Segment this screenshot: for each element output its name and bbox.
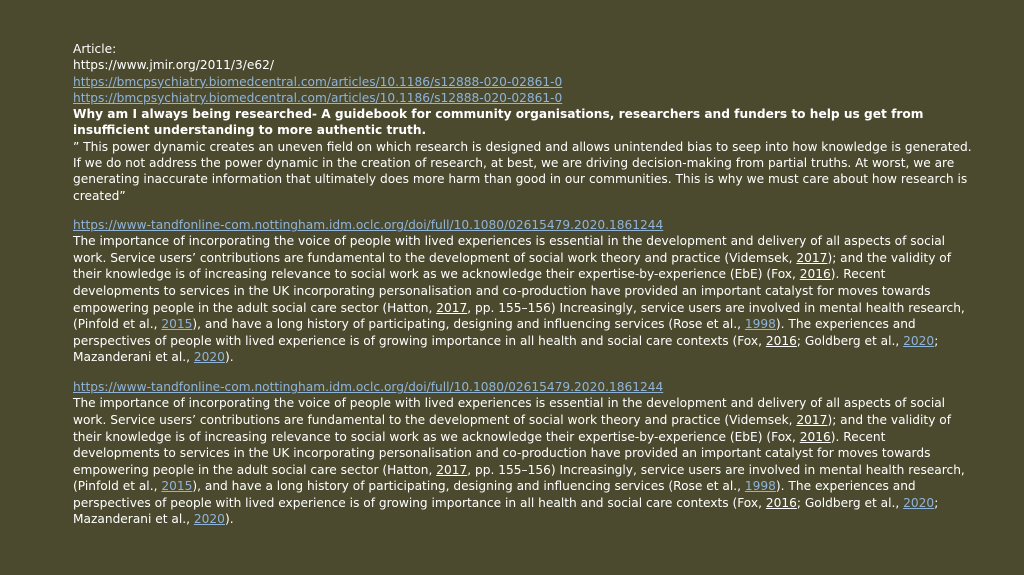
paragraph-text: The importance of incorporating the voice of people with lived experiences is essential in the development and delivery of all aspects of social work. Service users’ contributions are fundamental to the development of social work theory and practice (Videmsek, xyxy=(73,234,946,265)
paragraph-text: ); and the validity of their knowledge is of increasing relevance to social work as we acknowledge their expertise-by-experience (EbE) (Fox, xyxy=(73,250,952,282)
spacer xyxy=(73,204,976,217)
jmir-url: https://www.jmir.org/2011/3/e62/ xyxy=(73,58,274,73)
paragraph-text: , pp. 155–156) Increasingly, service users are involved in mental health research, (Pinfold et al., xyxy=(73,300,965,332)
lived-experience-paragraph-2 xyxy=(73,395,976,528)
paragraph-text: ), and have a long history of participating, designing and influencing services (Rose et al., xyxy=(192,317,745,332)
citation-year-hatton[interactable]: 2017 xyxy=(436,300,468,315)
paragraph-text: ; Mazanderani et al., xyxy=(73,333,939,365)
tandf-link-2[interactable]: https://www-tandfonline-com.nottingham.idm.oclc.org/doi/full/10.1080/02615479.2020.1861244 xyxy=(73,380,664,395)
citation-year-fox[interactable]: 2016 xyxy=(799,429,831,444)
paragraph-text: ). Recent developments to services in the UK incorporating personalisation and co-production have provided an important catalyst for moves towards empowering people in the adult social care sector (Hatton, xyxy=(73,429,931,477)
citation-year-mazanderani[interactable]: 2020 xyxy=(193,350,225,365)
citation-year-pinfold[interactable]: 2015 xyxy=(161,479,193,494)
paragraph-text: ). Recent developments to services in the UK incorporating personalisation and co-production have provided an important catalyst for moves towards empowering people in the adult social care sector (Hatton, xyxy=(73,267,931,315)
paragraph-text: , pp. 155–156) Increasingly, service users are involved in mental health research, (Pinfold et al., xyxy=(73,462,965,494)
citation-year-videmsek[interactable]: 2017 xyxy=(796,250,828,265)
citation-year-fox[interactable]: 2016 xyxy=(799,267,831,282)
bmc-link-1[interactable]: https://bmcpsychiatry.biomedcentral.com/articles/10.1186/s12888-020-02861-0 xyxy=(73,74,563,89)
paragraph-text: ), and have a long history of participating, designing and influencing services (Rose et al., xyxy=(192,479,745,494)
citation-year-hatton[interactable]: 2017 xyxy=(436,462,468,477)
paragraph-text: ; Goldberg et al., xyxy=(796,495,904,510)
citation-year-goldberg[interactable]: 2020 xyxy=(903,495,935,510)
lived-experience-paragraph-1 xyxy=(73,233,976,366)
citation-year-mazanderani[interactable]: 2020 xyxy=(193,512,225,527)
guidebook-title: Why am I always being researched- A guidebook for community organisations, researchers and funders to help us get from insufficient understanding to more authentic truth. xyxy=(73,107,928,138)
citation-year-pinfold[interactable]: 2015 xyxy=(161,317,193,332)
citation-year-goldberg[interactable]: 2020 xyxy=(903,333,935,348)
guidebook-quote: ” This power dynamic creates an uneven field on which research is designed and allows unintended bias to seep into how knowledge is generated. If we do not address the power dynamic in the creation of research, at best, we are driving decision-making from partial truths. At worst, we are generating inaccurate information that ultimately does more harm than good in our communities. This is why we must care about how research is created” xyxy=(73,139,976,203)
paragraph-text: ); and the validity of their knowledge is of increasing relevance to social work as we acknowledge their expertise-by-experience (EbE) (Fox, xyxy=(73,412,952,444)
paragraph-text: ). xyxy=(224,512,234,527)
paragraph-text: The importance of incorporating the voice of people with lived experiences is essential in the development and delivery of all aspects of social work. Service users’ contributions are fundamental to the development of social work theory and practice (Videmsek, xyxy=(73,396,946,427)
bmc-link-2[interactable]: https://bmcpsychiatry.biomedcentral.com/articles/10.1186/s12888-020-02861-0 xyxy=(73,90,563,105)
article-label: Article: xyxy=(73,42,117,56)
citation-year-videmsek[interactable]: 2017 xyxy=(796,412,828,427)
citation-year-fox-2[interactable]: 2016 xyxy=(765,495,797,510)
tandf-link-1[interactable]: https://www-tandfonline-com.nottingham.idm.oclc.org/doi/full/10.1080/02615479.2020.1861244 xyxy=(73,217,664,232)
paragraph-text: ). xyxy=(224,350,234,365)
paragraph-text: ). The experiences and perspectives of people with lived experience is of growing importance in all health and social care contexts (Fox, xyxy=(73,479,916,510)
paragraph-text: ; Goldberg et al., xyxy=(796,333,904,348)
citation-year-rose[interactable]: 1998 xyxy=(744,479,776,494)
spacer xyxy=(73,366,976,379)
citation-year-fox-2[interactable]: 2016 xyxy=(765,333,797,348)
paragraph-text: ; Mazanderani et al., xyxy=(73,495,939,527)
paragraph-text: ). The experiences and perspectives of people with lived experience is of growing importance in all health and social care contexts (Fox, xyxy=(73,317,916,348)
citation-year-rose[interactable]: 1998 xyxy=(744,317,776,332)
